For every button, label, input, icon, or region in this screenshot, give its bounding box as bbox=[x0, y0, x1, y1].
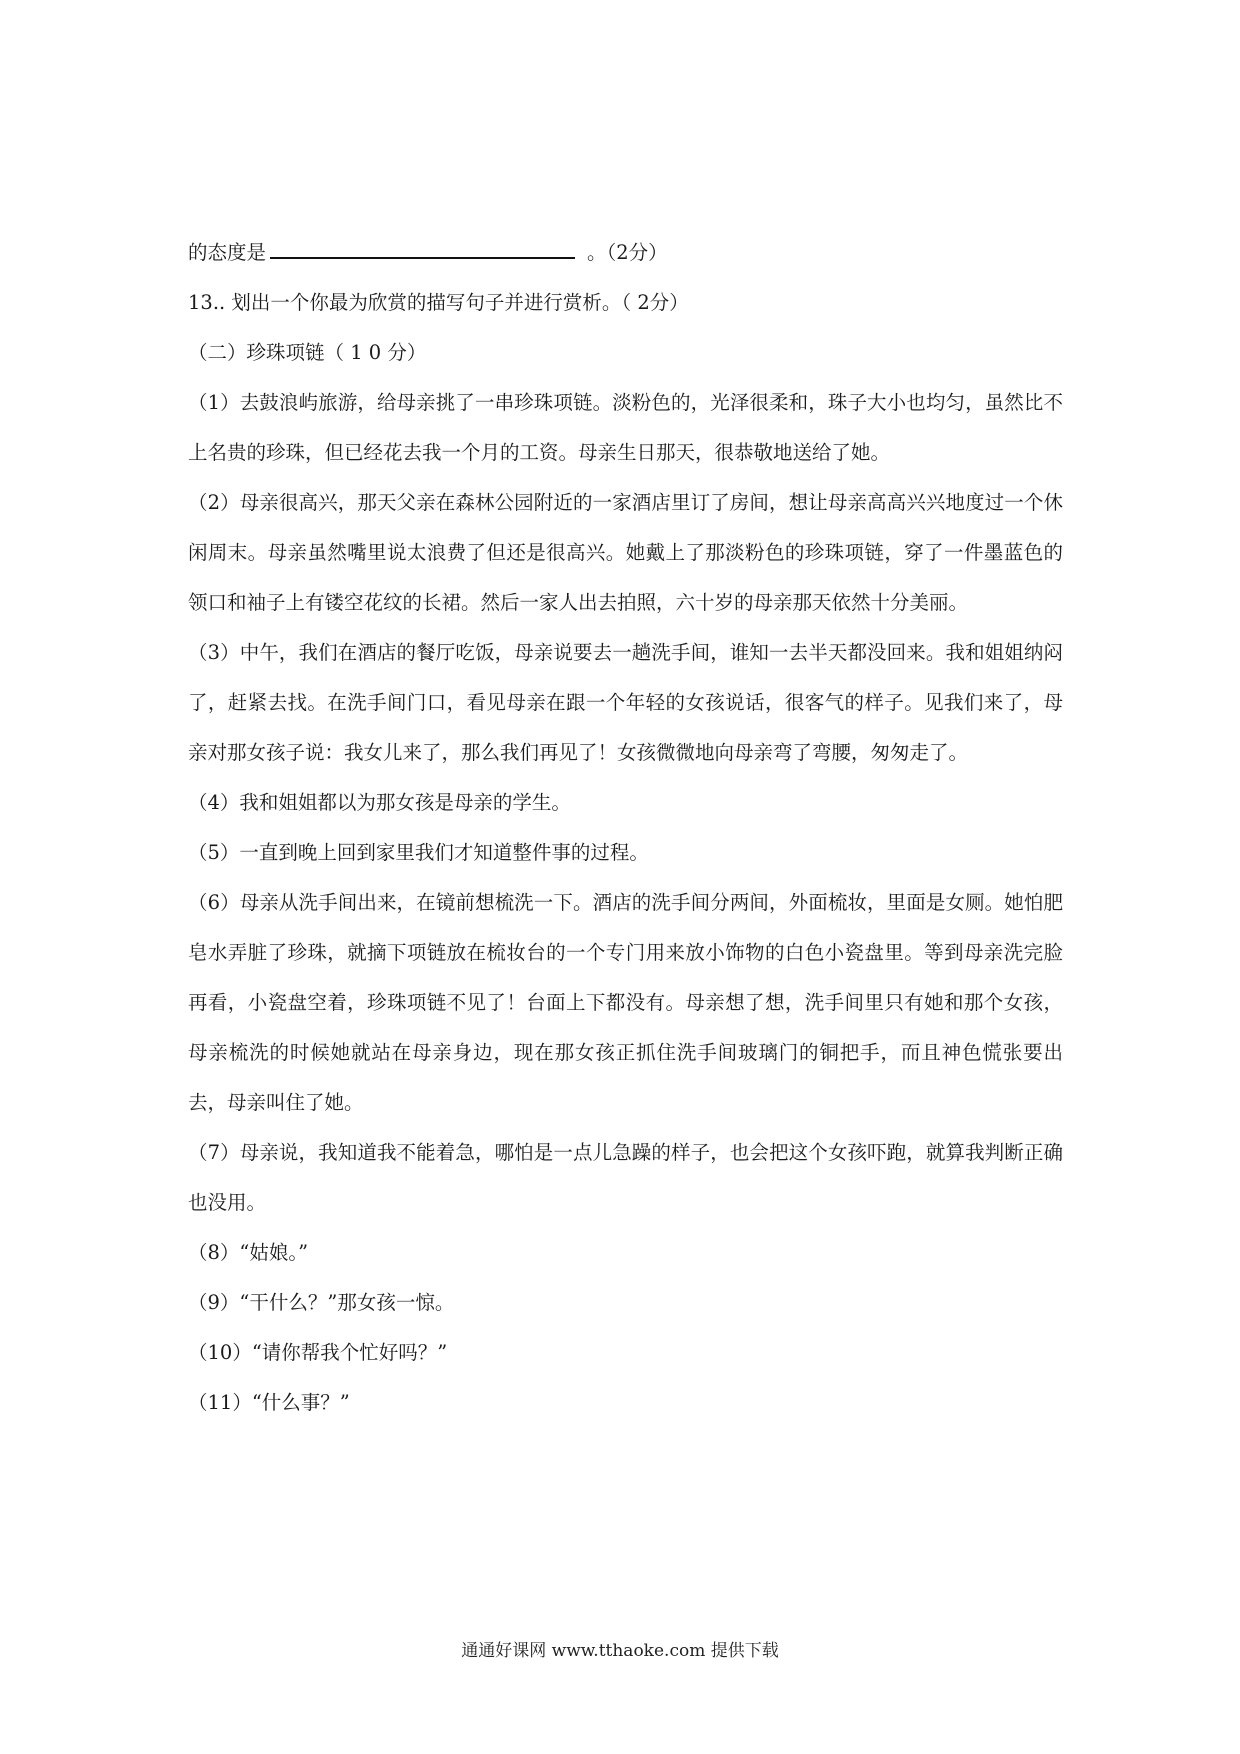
answer-suffix: 。（2分） bbox=[587, 241, 668, 264]
paragraph-7: （7）母亲说，我知道我不能着急，哪怕是一点儿急躁的样子，也会把这个女孩吓跑，就算我判断正确也没用。 bbox=[188, 1141, 1063, 1214]
paragraph-6: （6）母亲从洗手间出来，在镜前想梳洗一下。酒店的洗手间分两间，外面梳妆，里面是女厕。她怕肥皂水弄脏了珍珠，就摘下项链放在梳妆台的一个专门用来放小饰物的白色小瓷盘里。等到母亲洗完脸再看，小瓷盘空着，珍珠项链不见了！台面上下都没有。母亲想了想，洗手间里只有她和那个女孩，母亲梳洗的时候她就站在母亲身边，现在那女孩正抓住洗手间玻璃门的铜把手，而且神色慌张要出去，母亲叫住了她。 bbox=[188, 891, 1063, 1114]
paragraph-2: （2）母亲很高兴，那天父亲在森林公园附近的一家酒店里订了房间，想让母亲高高兴兴地度过一个休闲周末。母亲虽然嘴里说太浪费了但还是很高兴。她戴上了那淡粉色的珍珠项链，穿了一件墨蓝色的领口和袖子上有镂空花纹的长裙。然后一家人出去拍照，六十岁的母亲那天依然十分美丽。 bbox=[188, 491, 1063, 614]
question-13: 13.. 划出一个你最为欣赏的描写句子并进行赏析。（ 2分） bbox=[188, 291, 689, 314]
paragraph-8: （8）“姑娘。” bbox=[188, 1241, 309, 1264]
answer-blank[interactable] bbox=[270, 235, 575, 259]
paragraph-9: （9）“干什么？”那女孩一惊。 bbox=[188, 1291, 455, 1314]
answer-prefix: 的态度是 bbox=[188, 241, 267, 264]
paragraph-10: （10）“请你帮我个忙好吗？” bbox=[188, 1341, 448, 1364]
paragraph-1: （1）去鼓浪屿旅游，给母亲挑了一串珍珠项链。淡粉色的，光泽很柔和，珠子大小也均匀，虽然比不上名贵的珍珠，但已经花去我一个月的工资。母亲生日那天，很恭敬地送给了她。 bbox=[188, 391, 1063, 464]
paragraph-3: （3）中午，我们在酒店的餐厅吃饭，母亲说要去一趟洗手间，谁知一去半天都没回来。我和姐姐纳闷了，赶紧去找。在洗手间门口，看见母亲在跟一个年轻的女孩说话，很客气的样子。见我们来了，母亲对那女孩子说：我女儿来了，那么我们再见了！女孩微微地向母亲弯了弯腰，匆匆走了。 bbox=[188, 641, 1063, 764]
answer-line bbox=[188, 228, 1063, 278]
paragraph-5: （5）一直到晚上回到家里我们才知道整件事的过程。 bbox=[188, 841, 649, 864]
section-title: （二）珍珠项链（ 1 0 分） bbox=[188, 341, 427, 364]
document-body bbox=[188, 228, 1063, 1428]
page-footer: 通通好课网 www.tthaoke.com 提供下载 bbox=[461, 1641, 779, 1661]
paragraph-4: （4）我和姐姐都以为那女孩是母亲的学生。 bbox=[188, 791, 571, 814]
paragraph-11: （11）“什么事？” bbox=[188, 1391, 350, 1414]
